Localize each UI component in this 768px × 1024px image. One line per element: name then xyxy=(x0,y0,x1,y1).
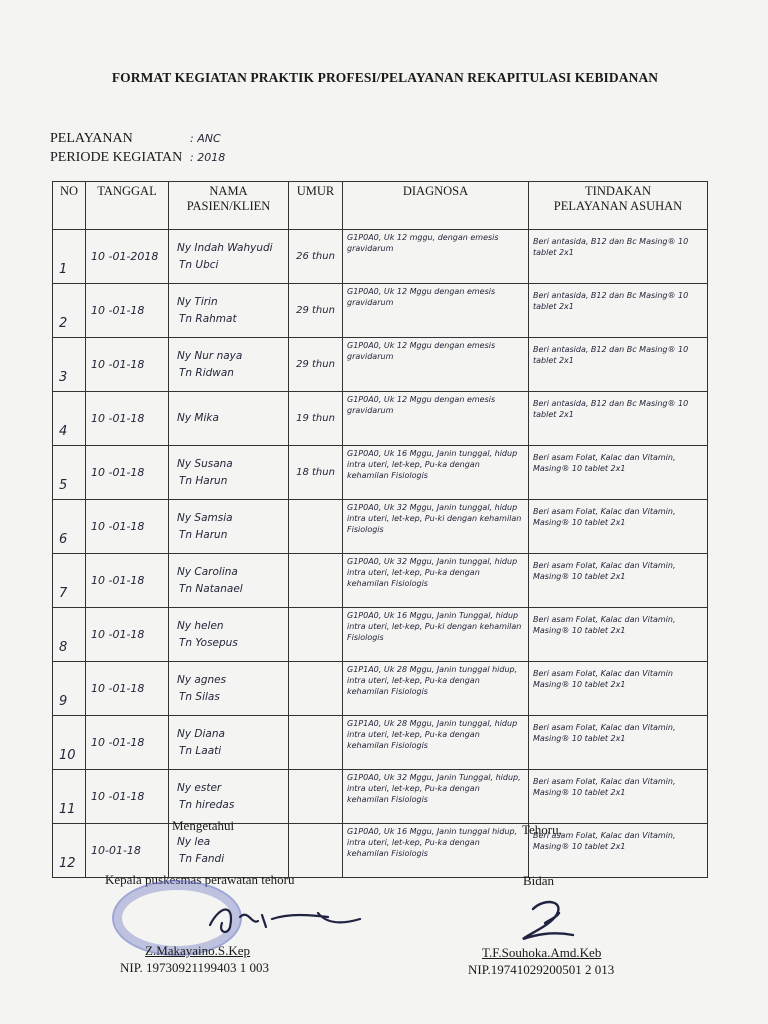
cell-umur xyxy=(289,500,343,554)
cell-nama-ny: Ny Susana xyxy=(177,457,233,470)
cell-nama-ny: Ny helen xyxy=(177,619,224,632)
cell-tindakan: Beri asam Folat, Kalac dan Vitamin, Masing® 10 tablet 2x1 xyxy=(529,554,708,608)
periode-value: : 2018 xyxy=(190,151,226,164)
periode-row xyxy=(50,150,225,166)
cell-diagnosa: G1P0A0, Uk 12 Mggu dengan emesis gravidarum xyxy=(343,338,529,392)
table-row xyxy=(53,500,708,554)
cell-umur xyxy=(289,770,343,824)
pelayanan-value: : ANC xyxy=(190,132,221,145)
cell-no: 9 xyxy=(53,662,86,716)
cell-tindakan: Beri asam Folat, Kalac dan Vitamin, Masing® 10 tablet 2x1 xyxy=(529,716,708,770)
left-signature xyxy=(200,895,370,940)
cell-nama xyxy=(169,392,289,446)
cell-nama-ny: Ny Tirin xyxy=(177,295,218,308)
cell-nama xyxy=(169,554,289,608)
periode-label: PERIODE KEGIATAN xyxy=(50,150,183,165)
cell-nama-ny: Ny Mika xyxy=(177,412,219,424)
table-row xyxy=(53,230,708,284)
header-tindakan-line2: PELAYANAN ASUHAN xyxy=(553,199,683,213)
table-row xyxy=(53,284,708,338)
bidan-label: Bidan xyxy=(523,873,555,888)
cell-umur: 26 thun xyxy=(289,230,343,284)
cell-umur xyxy=(289,824,343,878)
cell-diagnosa: G1P1A0, Uk 28 Mggu, Janin tunggal hidup, intra uteri, let-kep, Pu-ka dengan kehamilan Fisiologis xyxy=(343,662,529,716)
right-official-name: T.F.Souhoka.Amd.Keb xyxy=(482,945,602,960)
header-tindakan-line1: TINDAKAN xyxy=(585,184,651,198)
cell-no: 8 xyxy=(53,608,86,662)
cell-nama xyxy=(169,338,289,392)
cell-no: 5 xyxy=(53,446,86,500)
header-tindakan xyxy=(529,182,708,230)
table-row xyxy=(53,608,708,662)
cell-nama-ny: Ny agnes xyxy=(177,673,227,686)
cell-no: 6 xyxy=(53,500,86,554)
header-nama-line1: NAMA xyxy=(209,184,248,198)
cell-tindakan: Beri asam Folat, Kalac dan Vitamin, Masing® 10 tablet 2x1 xyxy=(529,824,708,878)
cell-tindakan: Beri asam Folat, Kalac dan Vitamin, Masing® 10 tablet 2x1 xyxy=(529,500,708,554)
cell-nama-tn: Tn Fandi xyxy=(179,852,225,865)
cell-tanggal: 10 -01-18 xyxy=(86,554,169,608)
cell-no: 7 xyxy=(53,554,86,608)
document-title: FORMAT KEGIATAN PRAKTIK PROFESI/PELAYANAN REKAPITULASI KEBIDANAN xyxy=(111,70,659,85)
cell-umur xyxy=(289,554,343,608)
cell-nama-tn: Tn Natanael xyxy=(179,582,243,595)
cell-tanggal: 10 -01-18 xyxy=(86,716,169,770)
cell-nama-tn: Tn Ridwan xyxy=(179,366,234,379)
cell-diagnosa: G1P1A0, Uk 28 Mggu, Janin tunggal, hidup intra uteri, let-kep, Pu-ka dengan kehamilan Fisiologis xyxy=(343,716,529,770)
cell-nama xyxy=(169,284,289,338)
cell-nama-tn: Tn Laati xyxy=(179,744,222,757)
cell-umur xyxy=(289,608,343,662)
header-umur: UMUR xyxy=(289,182,343,230)
left-official-name: Z.Makayaino.S.Kep xyxy=(145,943,251,958)
cell-tanggal: 10 -01-18 xyxy=(86,662,169,716)
cell-tanggal: 10 -01-18 xyxy=(86,284,169,338)
cell-umur: 19 thun xyxy=(289,392,343,446)
cell-umur: 29 thun xyxy=(289,284,343,338)
pelayanan-row xyxy=(50,131,221,147)
cell-nama-ny: Ny Diana xyxy=(177,727,225,740)
cell-diagnosa: G1P0A0, Uk 32 Mggu, Janin tunggal, hidup intra uteri, let-kep, Pu-ka dengan kehamilan Fisiologis xyxy=(343,554,529,608)
table-header-row xyxy=(53,182,708,230)
cell-nama-ny: Ny ester xyxy=(177,781,222,794)
tehoru-label: Tehoru, xyxy=(522,822,562,837)
cell-tanggal: 10 -01-18 xyxy=(86,770,169,824)
cell-tanggal: 10 -01-18 xyxy=(86,500,169,554)
cell-tindakan: Beri antasida, B12 dan Bc Masing® 10 tablet 2x1 xyxy=(529,230,708,284)
cell-diagnosa: G1P0A0, Uk 32 Mggu, Janin tunggal, hidup intra uteri, let-kep, Pu-ki dengan kehamilan Fisiologis xyxy=(343,500,529,554)
cell-nama-ny: Ny Carolina xyxy=(177,565,238,578)
cell-no: 10 xyxy=(53,716,86,770)
right-signature xyxy=(515,895,585,945)
mengetahui-label: Mengetahui xyxy=(172,818,235,833)
cell-umur: 29 thun xyxy=(289,338,343,392)
cell-nama xyxy=(169,770,289,824)
cell-nama-tn: Tn hiredas xyxy=(179,798,235,811)
cell-diagnosa: G1P0A0, Uk 12 mggu, dengan emesis gravidarum xyxy=(343,230,529,284)
cell-nama xyxy=(169,716,289,770)
cell-no: 2 xyxy=(53,284,86,338)
cell-tanggal: 10 -01-18 xyxy=(86,338,169,392)
table-row xyxy=(53,662,708,716)
cell-diagnosa: G1P0A0, Uk 12 Mggu dengan emesis gravidarum xyxy=(343,392,529,446)
cell-tindakan: Beri antasida, B12 dan Bc Masing® 10 tablet 2x1 xyxy=(529,284,708,338)
cell-diagnosa: G1P0A0, Uk 16 Mggu, Janin Tunggal, hidup intra uteri, let-kep, Pu-ki dengan kehamilan Fisiologis xyxy=(343,608,529,662)
cell-nama-tn: Tn Harun xyxy=(179,474,228,487)
header-tanggal: TANGGAL xyxy=(86,182,169,230)
cell-no: 12 xyxy=(53,824,86,878)
header-nama xyxy=(169,182,289,230)
cell-nama-tn: Tn Silas xyxy=(179,690,220,703)
cell-nama xyxy=(169,608,289,662)
rekap-table xyxy=(52,181,708,878)
cell-umur xyxy=(289,662,343,716)
cell-no: 4 xyxy=(53,392,86,446)
cell-nama xyxy=(169,500,289,554)
header-nama-line2: PASIEN/KLIEN xyxy=(186,199,271,213)
cell-tindakan: Beri antasida, B12 dan Bc Masing® 10 tablet 2x1 xyxy=(529,392,708,446)
pelayanan-label: PELAYANAN xyxy=(50,131,133,146)
table-row xyxy=(53,824,708,878)
cell-tanggal: 10 -01-18 xyxy=(86,608,169,662)
cell-nama xyxy=(169,446,289,500)
cell-umur xyxy=(289,716,343,770)
cell-tindakan: Beri asam Folat, Kalac dan Vitamin, Masing® 10 tablet 2x1 xyxy=(529,446,708,500)
cell-nama xyxy=(169,662,289,716)
cell-tindakan: Beri asam Folat, Kalac dan Vitamin Masing® 10 tablet 2x1 xyxy=(529,662,708,716)
cell-tindakan: Beri asam Folat, Kalac dan Vitamin, Masing® 10 tablet 2x1 xyxy=(529,608,708,662)
table-row xyxy=(53,554,708,608)
cell-nama-tn: Tn Ubci xyxy=(179,258,219,271)
table-row xyxy=(53,446,708,500)
cell-no: 1 xyxy=(53,230,86,284)
cell-no: 3 xyxy=(53,338,86,392)
cell-nama-tn: Tn Harun xyxy=(179,528,228,541)
cell-tindakan: Beri antasida, B12 dan Bc Masing® 10 tablet 2x1 xyxy=(529,338,708,392)
cell-diagnosa: G1P0A0, Uk 16 Mggu, Janin tunggal, hidup intra uteri, let-kep, Pu-ka dengan kehamilan Fisiologis xyxy=(343,446,529,500)
cell-nama-ny: Ny Samsia xyxy=(177,511,233,524)
cell-umur: 18 thun xyxy=(289,446,343,500)
right-official-nip: NIP.19741029200501 2 013 xyxy=(468,962,615,977)
kepala-label: Kepala puskesmas perawatan tehoru xyxy=(105,872,295,887)
cell-nama xyxy=(169,230,289,284)
cell-nama-ny: Ny Nur naya xyxy=(177,349,243,362)
cell-nama-tn: Tn Rahmat xyxy=(179,312,237,325)
table-row xyxy=(53,338,708,392)
table-row xyxy=(53,716,708,770)
cell-nama-ny: Ny Indah Wahyudi xyxy=(177,241,273,254)
cell-tanggal: 10 -01-2018 xyxy=(86,230,169,284)
left-official-nip: NIP. 19730921199403 1 003 xyxy=(120,960,270,975)
cell-nama-tn: Tn Yosepus xyxy=(179,636,238,649)
cell-diagnosa: G1P0A0, Uk 16 Mggu, Janin tunggal hidup, intra uteri, let-kep, Pu-ka dengan kehamilan Fisiologis xyxy=(343,824,529,878)
header-no: NO xyxy=(53,182,86,230)
table-row xyxy=(53,392,708,446)
cell-tanggal: 10-01-18 xyxy=(86,824,169,878)
cell-diagnosa: G1P0A0, Uk 32 Mggu, Janin Tunggal, hidup, intra uteri, let-kep, Pu-ka dengan kehamilan Fisiologis xyxy=(343,770,529,824)
header-diagnosa: DIAGNOSA xyxy=(343,182,529,230)
cell-nama-ny: Ny lea xyxy=(177,835,211,848)
cell-tanggal: 10 -01-18 xyxy=(86,446,169,500)
cell-tindakan: Beri asam Folat, Kalac dan Vitamin, Masing® 10 tablet 2x1 xyxy=(529,770,708,824)
cell-diagnosa: G1P0A0, Uk 12 Mggu dengan emesis gravidarum xyxy=(343,284,529,338)
cell-tanggal: 10 -01-18 xyxy=(86,392,169,446)
table-row xyxy=(53,770,708,824)
cell-no: 11 xyxy=(53,770,86,824)
